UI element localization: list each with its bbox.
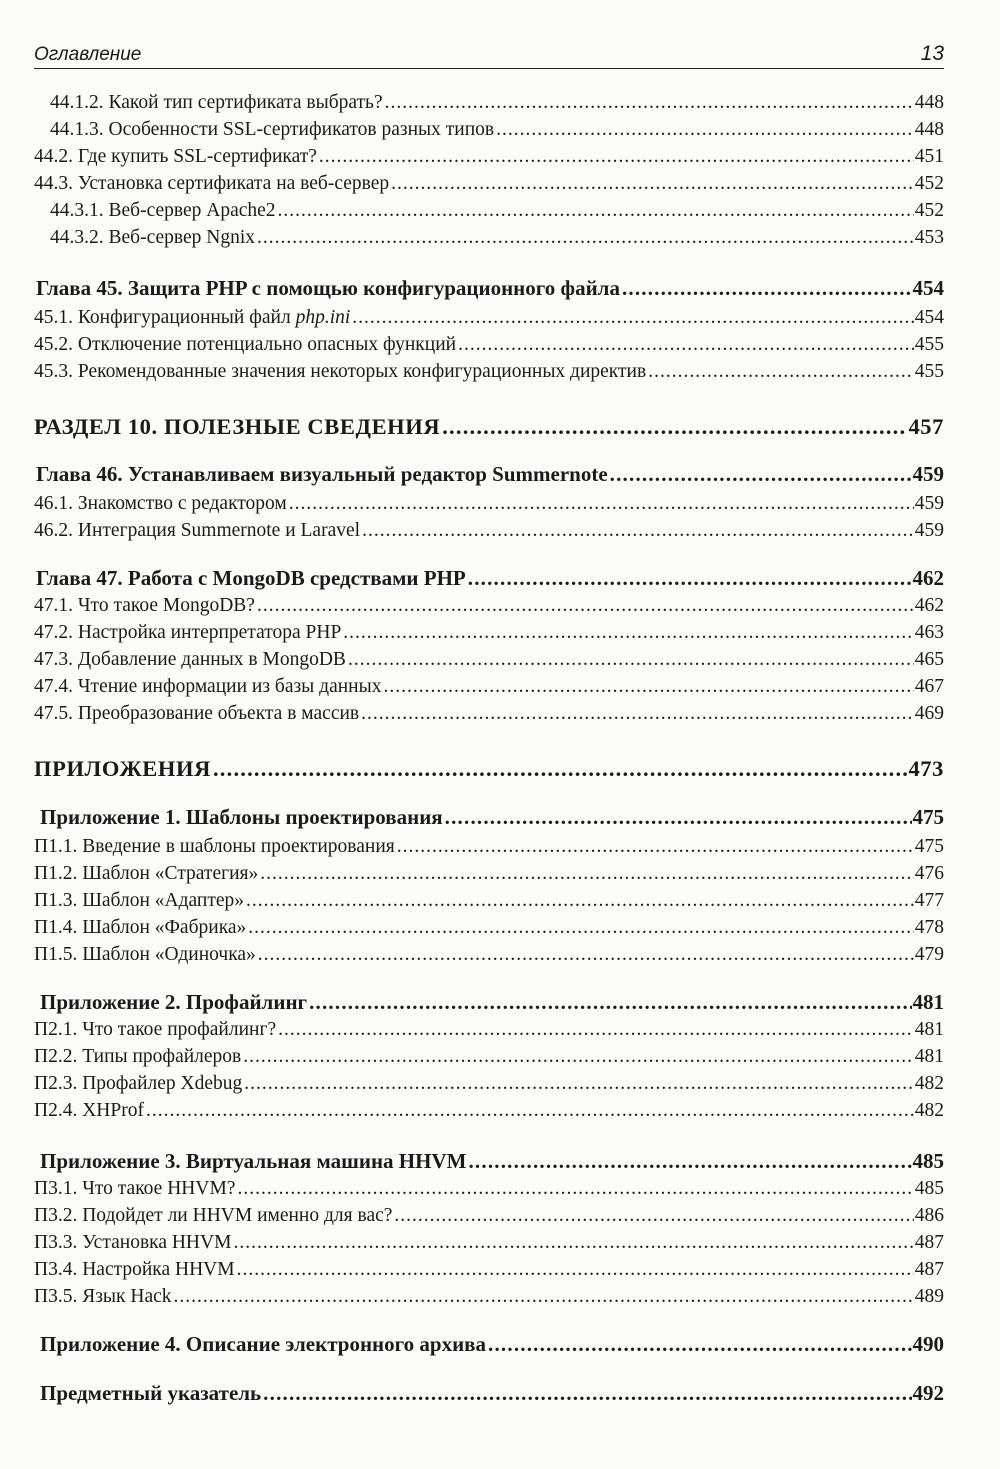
toc-number: П3.4. xyxy=(34,1259,78,1280)
toc-number: 47.2. xyxy=(34,622,73,643)
dot-leader xyxy=(488,1332,911,1357)
toc-entry[interactable] xyxy=(34,1205,944,1227)
toc-entry[interactable] xyxy=(34,622,944,644)
toc-page-number: 452 xyxy=(914,173,944,194)
toc-page-number: 481 xyxy=(914,1046,944,1067)
toc-label xyxy=(34,944,256,966)
toc-page-number: 451 xyxy=(914,146,944,167)
toc-entry[interactable] xyxy=(34,649,944,671)
toc-label xyxy=(50,92,383,114)
toc-title: Чтение информации из базы данных xyxy=(77,676,382,697)
toc-number: 46.1. xyxy=(34,493,73,514)
toc-page-number: 489 xyxy=(914,1286,944,1307)
toc-page-number: 454 xyxy=(914,307,944,328)
dot-leader xyxy=(244,1073,913,1095)
filename-emphasis: php.ini xyxy=(295,307,351,328)
toc-title: Веб-сервер Ngnix xyxy=(108,227,255,248)
toc-page-number: 476 xyxy=(914,863,944,884)
toc-number: П2.2. xyxy=(34,1046,78,1067)
dot-leader xyxy=(243,1046,914,1068)
toc-number: П2.4. xyxy=(34,1100,78,1121)
dot-leader xyxy=(237,1178,913,1200)
toc-page-number: 473 xyxy=(908,756,944,781)
dot-leader xyxy=(362,520,914,542)
toc-number: П3.1. xyxy=(34,1178,78,1199)
toc-label xyxy=(40,1149,466,1174)
toc-entry[interactable] xyxy=(34,307,944,329)
toc-title: Конфигурационный файл php.ini xyxy=(77,307,351,328)
toc-label xyxy=(50,119,494,141)
toc-entry[interactable] xyxy=(34,361,944,383)
toc-label xyxy=(34,173,389,195)
toc-chapter[interactable] xyxy=(36,566,944,591)
toc-page-number: 481 xyxy=(914,1019,944,1040)
toc-title: Интеграция Summernote и Laravel xyxy=(77,520,361,541)
toc-page-number: 459 xyxy=(912,462,944,486)
toc-page-number: 469 xyxy=(914,703,944,724)
toc-entry[interactable] xyxy=(34,863,944,885)
dot-leader xyxy=(213,756,907,782)
toc-title: Глава 47. Работа с MongoDB средствами PHP xyxy=(36,566,466,590)
toc-label xyxy=(50,227,255,249)
toc-page-number: 477 xyxy=(914,890,944,911)
toc-title: Шаблон «Фабрика» xyxy=(82,917,247,938)
toc-label xyxy=(34,414,440,440)
toc-page-number: 453 xyxy=(914,227,944,248)
toc-entry[interactable] xyxy=(34,703,944,725)
toc-title: Шаблон «Стратегия» xyxy=(82,863,259,884)
toc-number: П3.2. xyxy=(34,1205,78,1226)
toc-number: 47.1. xyxy=(34,595,73,616)
toc-page-number: 457 xyxy=(908,414,944,439)
toc-entry[interactable] xyxy=(34,173,944,195)
toc-label xyxy=(40,805,443,830)
toc-page-number: 492 xyxy=(912,1381,944,1405)
toc-label xyxy=(36,462,608,487)
toc-chapter[interactable] xyxy=(40,1149,944,1174)
toc-entry[interactable] xyxy=(34,1232,944,1254)
toc-label xyxy=(50,200,276,222)
dot-leader xyxy=(622,276,912,301)
header-title: Оглавление xyxy=(34,44,142,65)
toc-title: Приложение 3. Виртуальная машина HHVM xyxy=(40,1149,467,1173)
dot-leader xyxy=(174,1286,914,1308)
toc-title: Установка HHVM xyxy=(82,1232,232,1253)
dot-leader xyxy=(468,566,912,591)
toc-entry[interactable] xyxy=(34,520,944,542)
toc-title: Настройка интерпретатора PHP xyxy=(77,622,342,643)
toc-title: Что такое HHVM? xyxy=(82,1178,236,1199)
toc-label xyxy=(34,1178,235,1200)
toc-label xyxy=(40,990,307,1015)
toc-number: 47.4. xyxy=(34,676,73,697)
running-header xyxy=(34,40,944,69)
toc-number: 45.2. xyxy=(34,334,73,355)
toc-label xyxy=(34,622,341,644)
toc-label xyxy=(34,334,456,356)
toc-page-number: 454 xyxy=(912,276,944,300)
toc-label xyxy=(36,566,466,591)
toc-entry[interactable] xyxy=(34,890,944,912)
toc-label xyxy=(34,756,211,782)
toc-label xyxy=(34,890,244,912)
dot-leader xyxy=(397,836,914,858)
toc-title: Шаблон «Адаптер» xyxy=(82,890,245,911)
dot-leader xyxy=(442,414,907,440)
dot-leader xyxy=(361,703,914,725)
toc-label xyxy=(34,493,287,515)
toc-page-number: 478 xyxy=(914,917,944,938)
toc-page-number: 455 xyxy=(914,334,944,355)
toc-title: Приложение 1. Шаблоны проектирования xyxy=(40,805,443,829)
toc-chapter[interactable] xyxy=(36,276,944,301)
toc-entry[interactable] xyxy=(34,1046,944,1068)
dot-leader xyxy=(289,493,914,515)
toc-number: 47.5. xyxy=(34,703,73,724)
toc-title: Особенности SSL-сертификатов разных типов xyxy=(108,119,495,140)
toc-number: 44.3.1. xyxy=(50,200,104,221)
toc-number: П1.4. xyxy=(34,917,78,938)
toc-label xyxy=(34,863,258,885)
toc-title: Подойдет ли HHVM именно для вас? xyxy=(82,1205,393,1226)
toc-entry[interactable] xyxy=(34,917,944,939)
toc-title: Знакомство с редактором xyxy=(77,493,287,514)
toc-label xyxy=(36,276,620,301)
toc-title: Рекомендованные значения некоторых конфигурационных директив xyxy=(77,361,647,382)
toc-number: 45.1. xyxy=(34,307,73,328)
toc-label xyxy=(34,1205,392,1227)
toc-entry[interactable] xyxy=(34,1286,944,1308)
toc-label xyxy=(34,1046,241,1068)
toc-number: П2.1. xyxy=(34,1019,78,1040)
toc-title: Установка сертификата на веб-сервер xyxy=(77,173,390,194)
toc-title: Глава 45. Защита PHP с помощью конфигурационного файла xyxy=(36,276,620,300)
dot-leader xyxy=(394,1205,913,1227)
toc-page-number: 465 xyxy=(914,649,944,670)
toc-page-number: 486 xyxy=(914,1205,944,1226)
toc-chapter[interactable] xyxy=(40,1381,944,1406)
dot-leader xyxy=(352,307,913,329)
toc-title: Профайлер Xdebug xyxy=(82,1073,243,1094)
toc-number: П1.1. xyxy=(34,836,78,857)
toc-title: Веб-сервер Apache2 xyxy=(108,200,276,221)
toc-entry[interactable] xyxy=(50,119,944,141)
toc-title: Где купить SSL-сертификат? xyxy=(77,146,317,167)
toc-label xyxy=(40,1332,486,1357)
toc-number: П3.5. xyxy=(34,1286,78,1307)
dot-leader xyxy=(309,990,911,1015)
toc-page-number: 463 xyxy=(914,622,944,643)
toc-page-number: 448 xyxy=(914,92,944,113)
toc-page-number: 448 xyxy=(914,119,944,140)
toc-page-number: 452 xyxy=(914,200,944,221)
toc-label xyxy=(34,595,255,617)
toc-label xyxy=(34,1259,235,1281)
toc-label xyxy=(34,1286,172,1308)
toc-number: 46.2. xyxy=(34,520,73,541)
toc-number: П1.3. xyxy=(34,890,78,911)
toc-page-number: 487 xyxy=(914,1232,944,1253)
toc-number: 45.3. xyxy=(34,361,73,382)
dot-leader xyxy=(248,917,913,939)
toc-chapter[interactable] xyxy=(40,990,944,1015)
toc-entry[interactable] xyxy=(34,1178,944,1200)
toc-title: Введение в шаблоны проектирования xyxy=(82,836,395,857)
toc-title: Предметный указатель xyxy=(40,1381,262,1405)
toc-entry[interactable] xyxy=(34,334,944,356)
toc-title: Отключение потенциально опасных функций xyxy=(77,334,457,355)
toc-label xyxy=(34,836,395,858)
toc-chapter[interactable] xyxy=(36,462,944,487)
toc-number: П1.5. xyxy=(34,944,78,965)
toc-entry[interactable] xyxy=(34,595,944,617)
dot-leader xyxy=(610,462,912,487)
toc-label xyxy=(40,1381,261,1406)
toc-entry[interactable] xyxy=(34,1073,944,1095)
toc-page-number: 485 xyxy=(912,1149,944,1173)
toc-entry[interactable] xyxy=(50,227,944,249)
toc-title: Шаблон «Одиночка» xyxy=(82,944,256,965)
dot-leader xyxy=(257,595,914,617)
toc-chapter[interactable] xyxy=(40,1332,944,1357)
dot-leader xyxy=(260,863,913,885)
toc-number: П2.3. xyxy=(34,1073,78,1094)
toc-page-number: 490 xyxy=(912,1332,944,1356)
toc-number: 44.2. xyxy=(34,146,73,167)
toc-title: Преобразование объекта в массив xyxy=(77,703,360,724)
toc-page-number: 467 xyxy=(914,676,944,697)
dot-leader xyxy=(278,200,914,222)
header-page-number: 13 xyxy=(920,42,944,65)
dot-leader xyxy=(278,1019,914,1041)
dot-leader xyxy=(237,1259,914,1281)
dot-leader xyxy=(391,173,914,195)
toc-title: Язык Hack xyxy=(82,1286,172,1307)
dot-leader xyxy=(348,649,914,671)
toc-number: 44.1.3. xyxy=(50,119,104,140)
toc-page-number: 475 xyxy=(912,805,944,829)
toc-entry[interactable] xyxy=(50,200,944,222)
toc-label xyxy=(34,1100,144,1122)
toc-title: Что такое профайлинг? xyxy=(82,1019,277,1040)
toc-entry[interactable] xyxy=(50,92,944,114)
toc-label xyxy=(34,1019,276,1041)
toc-page-number: 459 xyxy=(914,493,944,514)
dot-leader xyxy=(246,890,914,912)
dot-leader xyxy=(458,334,914,356)
toc-label xyxy=(34,361,646,383)
toc-page-number: 462 xyxy=(914,595,944,616)
dot-leader xyxy=(383,676,913,698)
toc-page-number: 475 xyxy=(914,836,944,857)
toc-label xyxy=(34,1073,242,1095)
toc-label xyxy=(34,520,360,542)
toc-title: Глава 46. Устанавливаем визуальный редактор Summernote xyxy=(36,462,608,486)
toc-chapter[interactable] xyxy=(40,805,944,830)
toc-label xyxy=(34,649,346,671)
toc-page-number: 462 xyxy=(912,566,944,590)
toc-entry[interactable] xyxy=(34,944,944,966)
toc-label xyxy=(34,1232,231,1254)
toc-title: Какой тип сертификата выбрать? xyxy=(108,92,383,113)
toc-label xyxy=(34,676,381,698)
toc-page-number: 455 xyxy=(914,361,944,382)
toc-page-number: 482 xyxy=(914,1100,944,1121)
dot-leader xyxy=(648,361,914,383)
dot-leader xyxy=(258,944,914,966)
toc-page-number: 485 xyxy=(914,1178,944,1199)
dot-leader xyxy=(263,1381,911,1406)
toc-entry[interactable] xyxy=(34,1259,944,1281)
toc-title: XHProf xyxy=(82,1100,144,1121)
dot-leader xyxy=(496,119,914,141)
toc-page-number: 487 xyxy=(914,1259,944,1280)
dot-leader xyxy=(343,622,913,644)
toc-title: Типы профайлеров xyxy=(82,1046,242,1067)
toc-section[interactable] xyxy=(34,414,944,440)
toc-entry[interactable] xyxy=(34,836,944,858)
toc-number: 44.3.2. xyxy=(50,227,104,248)
dot-leader xyxy=(468,1149,911,1174)
toc-number: 44.3. xyxy=(34,173,73,194)
toc-number: П3.3. xyxy=(34,1232,78,1253)
toc-label xyxy=(34,703,359,725)
toc-title: Приложение 4. Описание электронного архива xyxy=(40,1332,487,1356)
toc-title: Настройка HHVM xyxy=(82,1259,235,1280)
toc-number: 47.3. xyxy=(34,649,73,670)
toc-entry[interactable] xyxy=(34,493,944,515)
dot-leader xyxy=(385,92,914,114)
toc-number: П1.2. xyxy=(34,863,78,884)
toc-entry[interactable] xyxy=(34,1100,944,1122)
toc-section[interactable] xyxy=(34,756,944,782)
dot-leader xyxy=(445,805,912,830)
toc-label xyxy=(34,917,246,939)
toc-page-number: 459 xyxy=(914,520,944,541)
toc-number: 44.1.2. xyxy=(50,92,104,113)
toc-title: Добавление данных в MongoDB xyxy=(77,649,346,670)
toc-entry[interactable] xyxy=(34,676,944,698)
toc-title: РАЗДЕЛ 10. ПОЛЕЗНЫЕ СВЕДЕНИЯ xyxy=(34,414,441,439)
dot-leader xyxy=(233,1232,913,1254)
toc-title: Приложение 2. Профайлинг xyxy=(40,990,308,1014)
toc-page-number: 481 xyxy=(912,990,944,1014)
toc-label xyxy=(34,307,350,329)
toc-title: ПРИЛОЖЕНИЯ xyxy=(34,756,211,781)
toc-entry[interactable] xyxy=(34,146,944,168)
dot-leader xyxy=(319,146,914,168)
dot-leader xyxy=(257,227,914,249)
dot-leader xyxy=(146,1100,914,1122)
toc-entry[interactable] xyxy=(34,1019,944,1041)
toc-page-number: 479 xyxy=(914,944,944,965)
toc-title: Что такое MongoDB? xyxy=(77,595,255,616)
toc-label xyxy=(34,146,317,168)
toc-page-number: 482 xyxy=(914,1073,944,1094)
